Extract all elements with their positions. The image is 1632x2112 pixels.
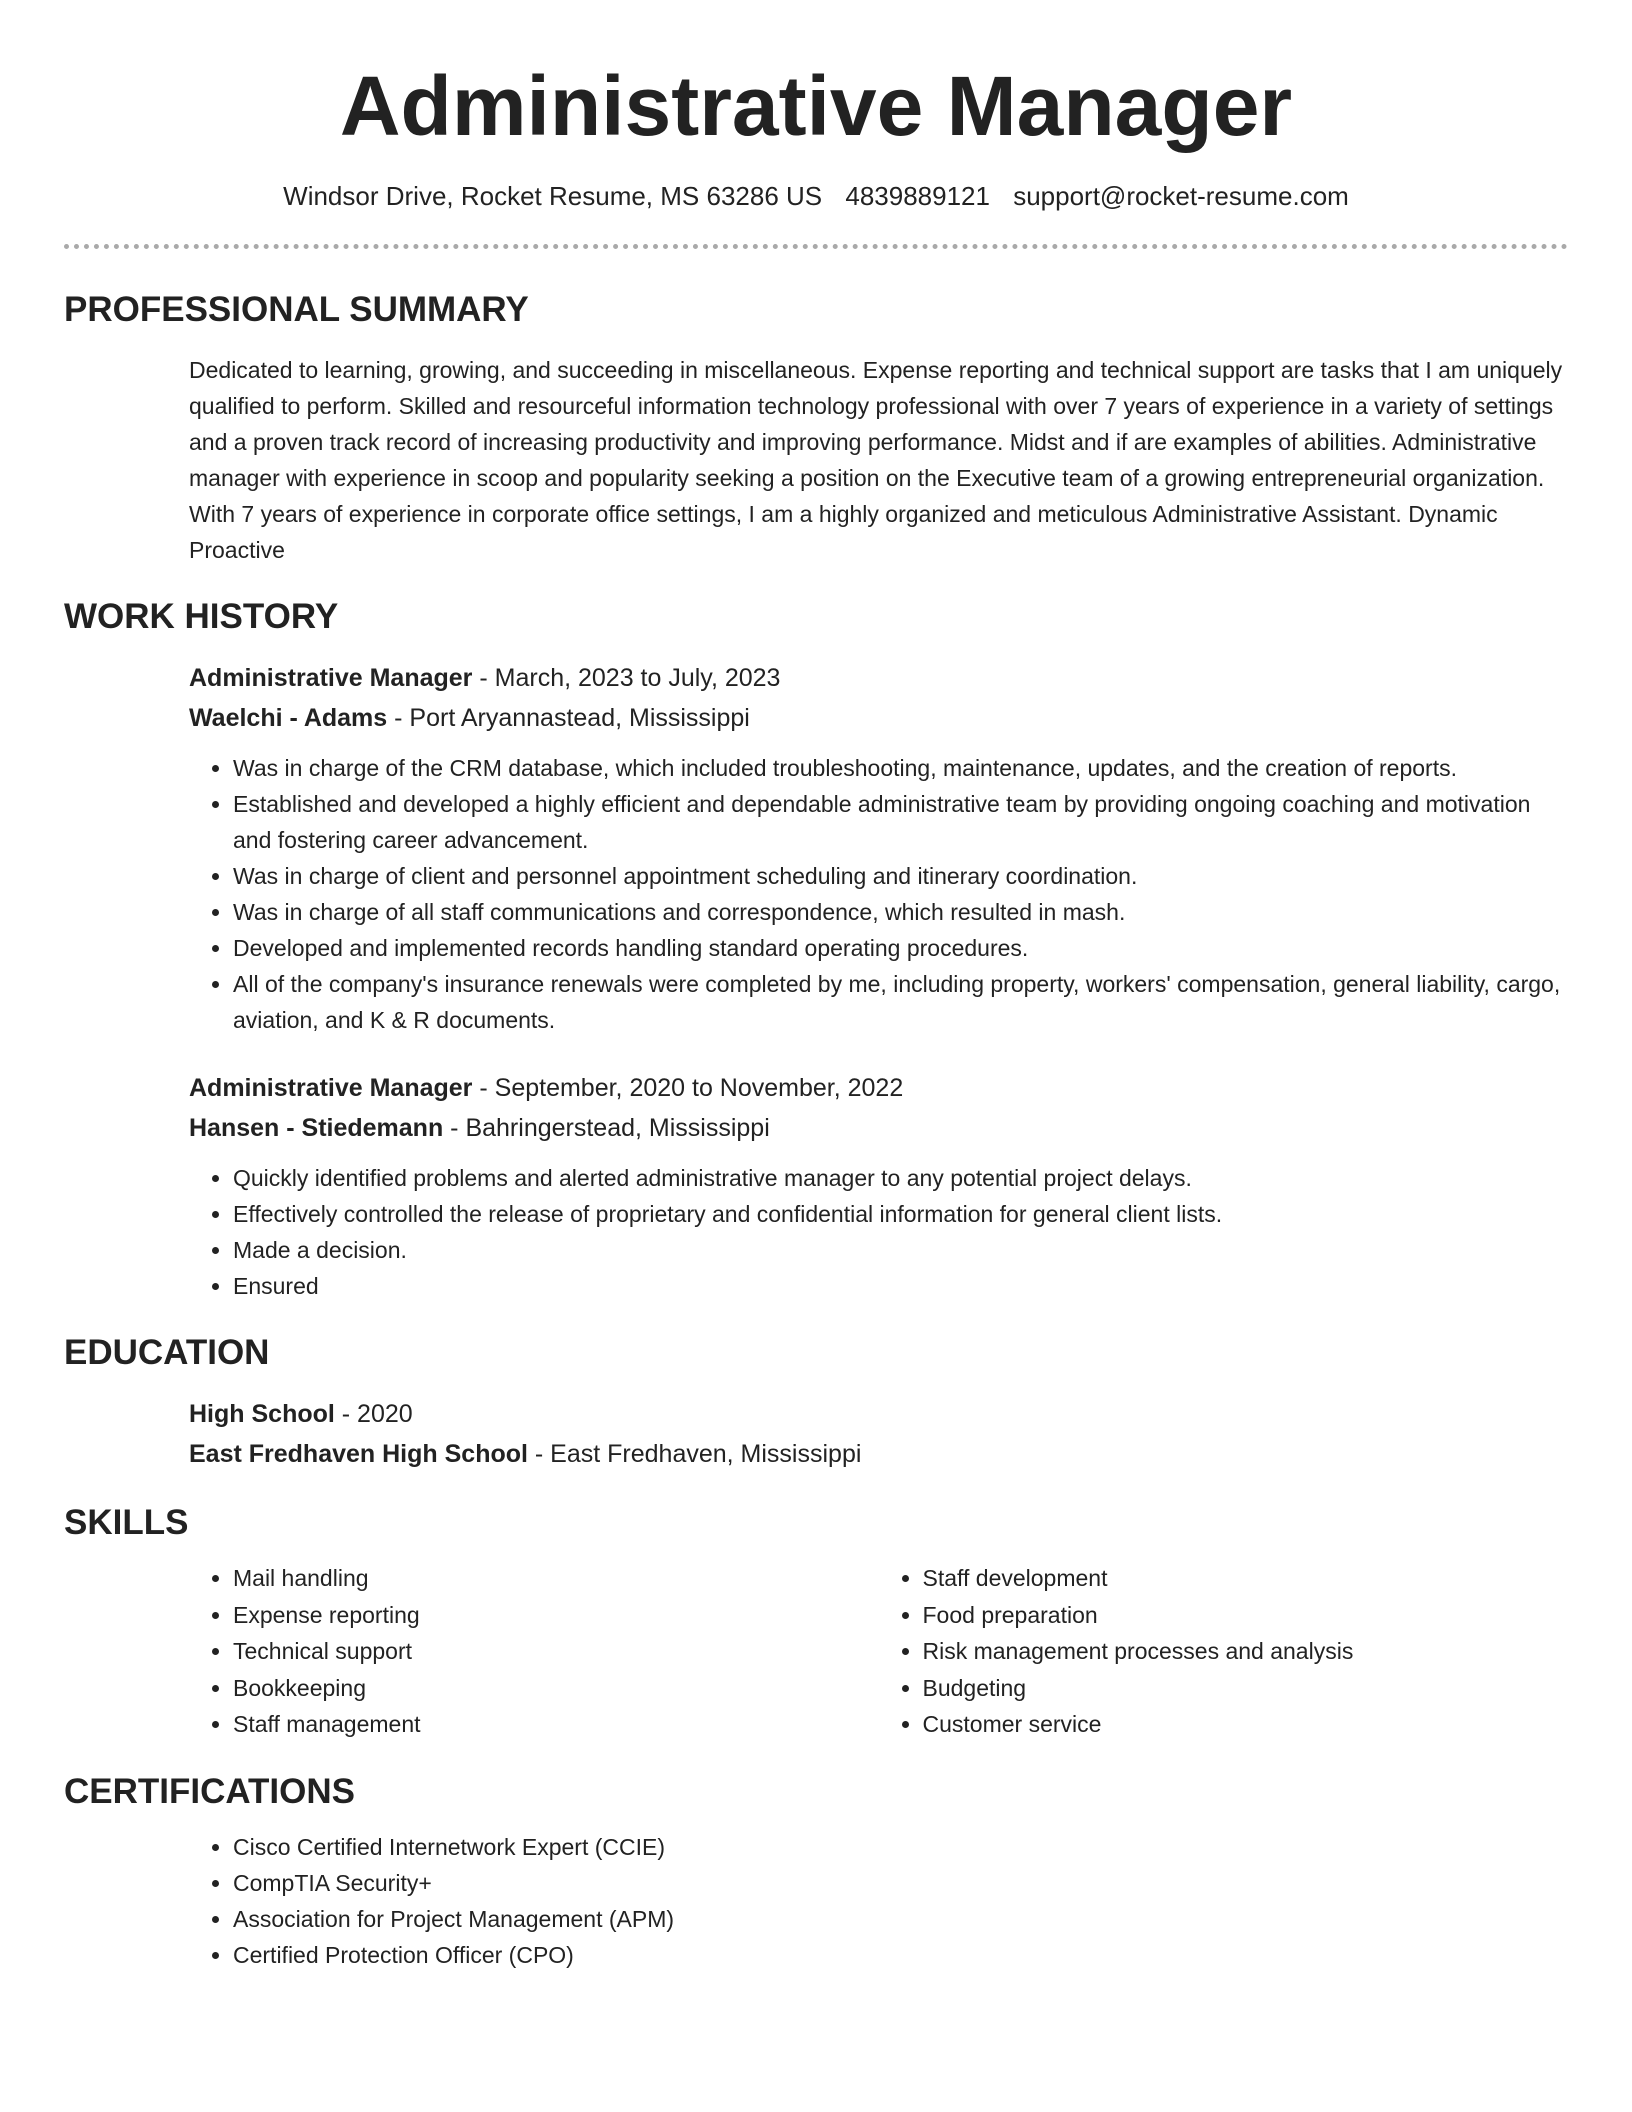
certifications-title: CERTIFICATIONS xyxy=(64,1771,356,1811)
certification-item: • Certified Protection Officer (CPO) xyxy=(233,1937,1568,1973)
education-title: EDUCATION xyxy=(64,1333,270,1372)
contact-address: Windsor Drive, Rocket Resume, MS 63286 US xyxy=(283,181,823,211)
work-title: WORK HISTORY xyxy=(64,597,339,636)
job-title-line xyxy=(189,1068,1568,1108)
job-entry xyxy=(189,1068,1568,1304)
job-company-line xyxy=(189,698,1568,738)
job-bullet: • Was in charge of client and personnel appointment scheduling and itinerary coordination. xyxy=(233,858,1568,894)
certifications-list xyxy=(189,1829,1568,1973)
skill-item: • Technical support xyxy=(233,1633,879,1670)
skills-list-right xyxy=(879,1560,1569,1743)
certifications-body xyxy=(189,1829,1568,1973)
contact-email: support@rocket-resume.com xyxy=(1013,181,1349,211)
education-degree: High School xyxy=(189,1400,335,1428)
resume-name: Administrative Manager xyxy=(339,59,1293,153)
job-bullet: • Made a decision. xyxy=(233,1232,1568,1268)
job-bullet: • All of the company's insurance renewals were completed by me, including property, workers' compensation, general liability, cargo, aviation, and K & R documents. xyxy=(233,966,1568,1038)
contact-line xyxy=(64,180,1568,212)
job-bullet: • Established and developed a highly efficient and dependable administrative team by providing ongoing coaching and motivation and fostering career advancement. xyxy=(233,786,1568,858)
job-title-line xyxy=(189,658,1568,698)
job-bullet: • Was in charge of the CRM database, which included troubleshooting, maintenance, updates, and the creation of reports. xyxy=(233,750,1568,786)
skills-grid xyxy=(189,1560,1568,1743)
skill-item: • Food preparation xyxy=(923,1597,1569,1634)
job-dates: - September, 2020 to November, 2022 xyxy=(472,1074,904,1102)
job-role: Administrative Manager xyxy=(189,664,473,692)
job-entry xyxy=(189,658,1568,1038)
education-entry xyxy=(189,1394,1568,1474)
skills-section xyxy=(64,1502,1568,1743)
skill-item: • Staff management xyxy=(233,1706,879,1743)
skill-item: • Expense reporting xyxy=(233,1597,879,1634)
header-divider xyxy=(64,244,1568,249)
education-school: East Fredhaven High School xyxy=(189,1440,528,1468)
summary-text: Dedicated to learning, growing, and succeeding in miscellaneous. Expense reporting and technical support are tasks that I am uniquely qualified to perform. Skilled and resourceful information technology professional with over 7 years of experience in a variety of settings and a proven track record of increasing productivity and improving performance. Midst and if are examples of abilities. Administrative manager with experience in scoop and popularity seeking a position on the Executive team of a growing entrepreneurial organization. With 7 years of experience in corporate office settings, I am a highly organized and meticulous Administrative Assistant. Dynamic Proactive xyxy=(189,357,1563,563)
job-bullet: • Effectively controlled the release of proprietary and confidential information for general client lists. xyxy=(233,1196,1568,1232)
certification-item: • Cisco Certified Internetwork Expert (CCIE) xyxy=(233,1829,1568,1865)
job-bullet: • Ensured xyxy=(233,1268,1568,1304)
job-bullets xyxy=(189,750,1568,1038)
job-bullet: • Developed and implemented records handling standard operating procedures. xyxy=(233,930,1568,966)
education-location: - East Fredhaven, Mississippi xyxy=(527,1440,862,1468)
education-degree-line xyxy=(189,1394,1568,1434)
skill-item: • Budgeting xyxy=(923,1670,1569,1707)
skills-title: SKILLS xyxy=(64,1503,189,1542)
job-company: Waelchi - Adams xyxy=(189,704,388,732)
skill-item: • Mail handling xyxy=(233,1560,879,1597)
skill-item: • Bookkeeping xyxy=(233,1670,879,1707)
skill-item: • Customer service xyxy=(923,1706,1569,1743)
job-bullet: • Was in charge of all staff communications and correspondence, which resulted in mash. xyxy=(233,894,1568,930)
job-location: - Bahringerstead, Mississippi xyxy=(443,1114,770,1142)
education-section xyxy=(64,1332,1568,1474)
certification-item: • CompTIA Security+ xyxy=(233,1865,1568,1901)
work-section xyxy=(64,596,1568,1304)
job-company: Hansen - Stiedemann xyxy=(189,1114,444,1142)
job-bullet: • Quickly identified problems and alerted administrative manager to any potential project delays. xyxy=(233,1160,1568,1196)
job-bullets xyxy=(189,1160,1568,1304)
skills-list-left xyxy=(189,1560,879,1743)
summary-title: PROFESSIONAL SUMMARY xyxy=(64,290,529,329)
job-role: Administrative Manager xyxy=(189,1074,473,1102)
summary-body xyxy=(189,352,1568,568)
certifications-section xyxy=(64,1771,1568,1973)
job-dates: - March, 2023 to July, 2023 xyxy=(472,664,781,692)
job-location: - Port Aryannastead, Mississippi xyxy=(387,704,750,732)
job-company-line xyxy=(189,1108,1568,1148)
education-school-line xyxy=(189,1434,1568,1474)
skill-item: • Risk management processes and analysis xyxy=(923,1633,1569,1670)
contact-phone: 4839889121 xyxy=(845,181,990,211)
skill-item: • Staff development xyxy=(923,1560,1569,1597)
education-year: - 2020 xyxy=(334,1400,413,1428)
certification-item: • Association for Project Management (APM) xyxy=(233,1901,1568,1937)
summary-section xyxy=(64,289,1568,568)
